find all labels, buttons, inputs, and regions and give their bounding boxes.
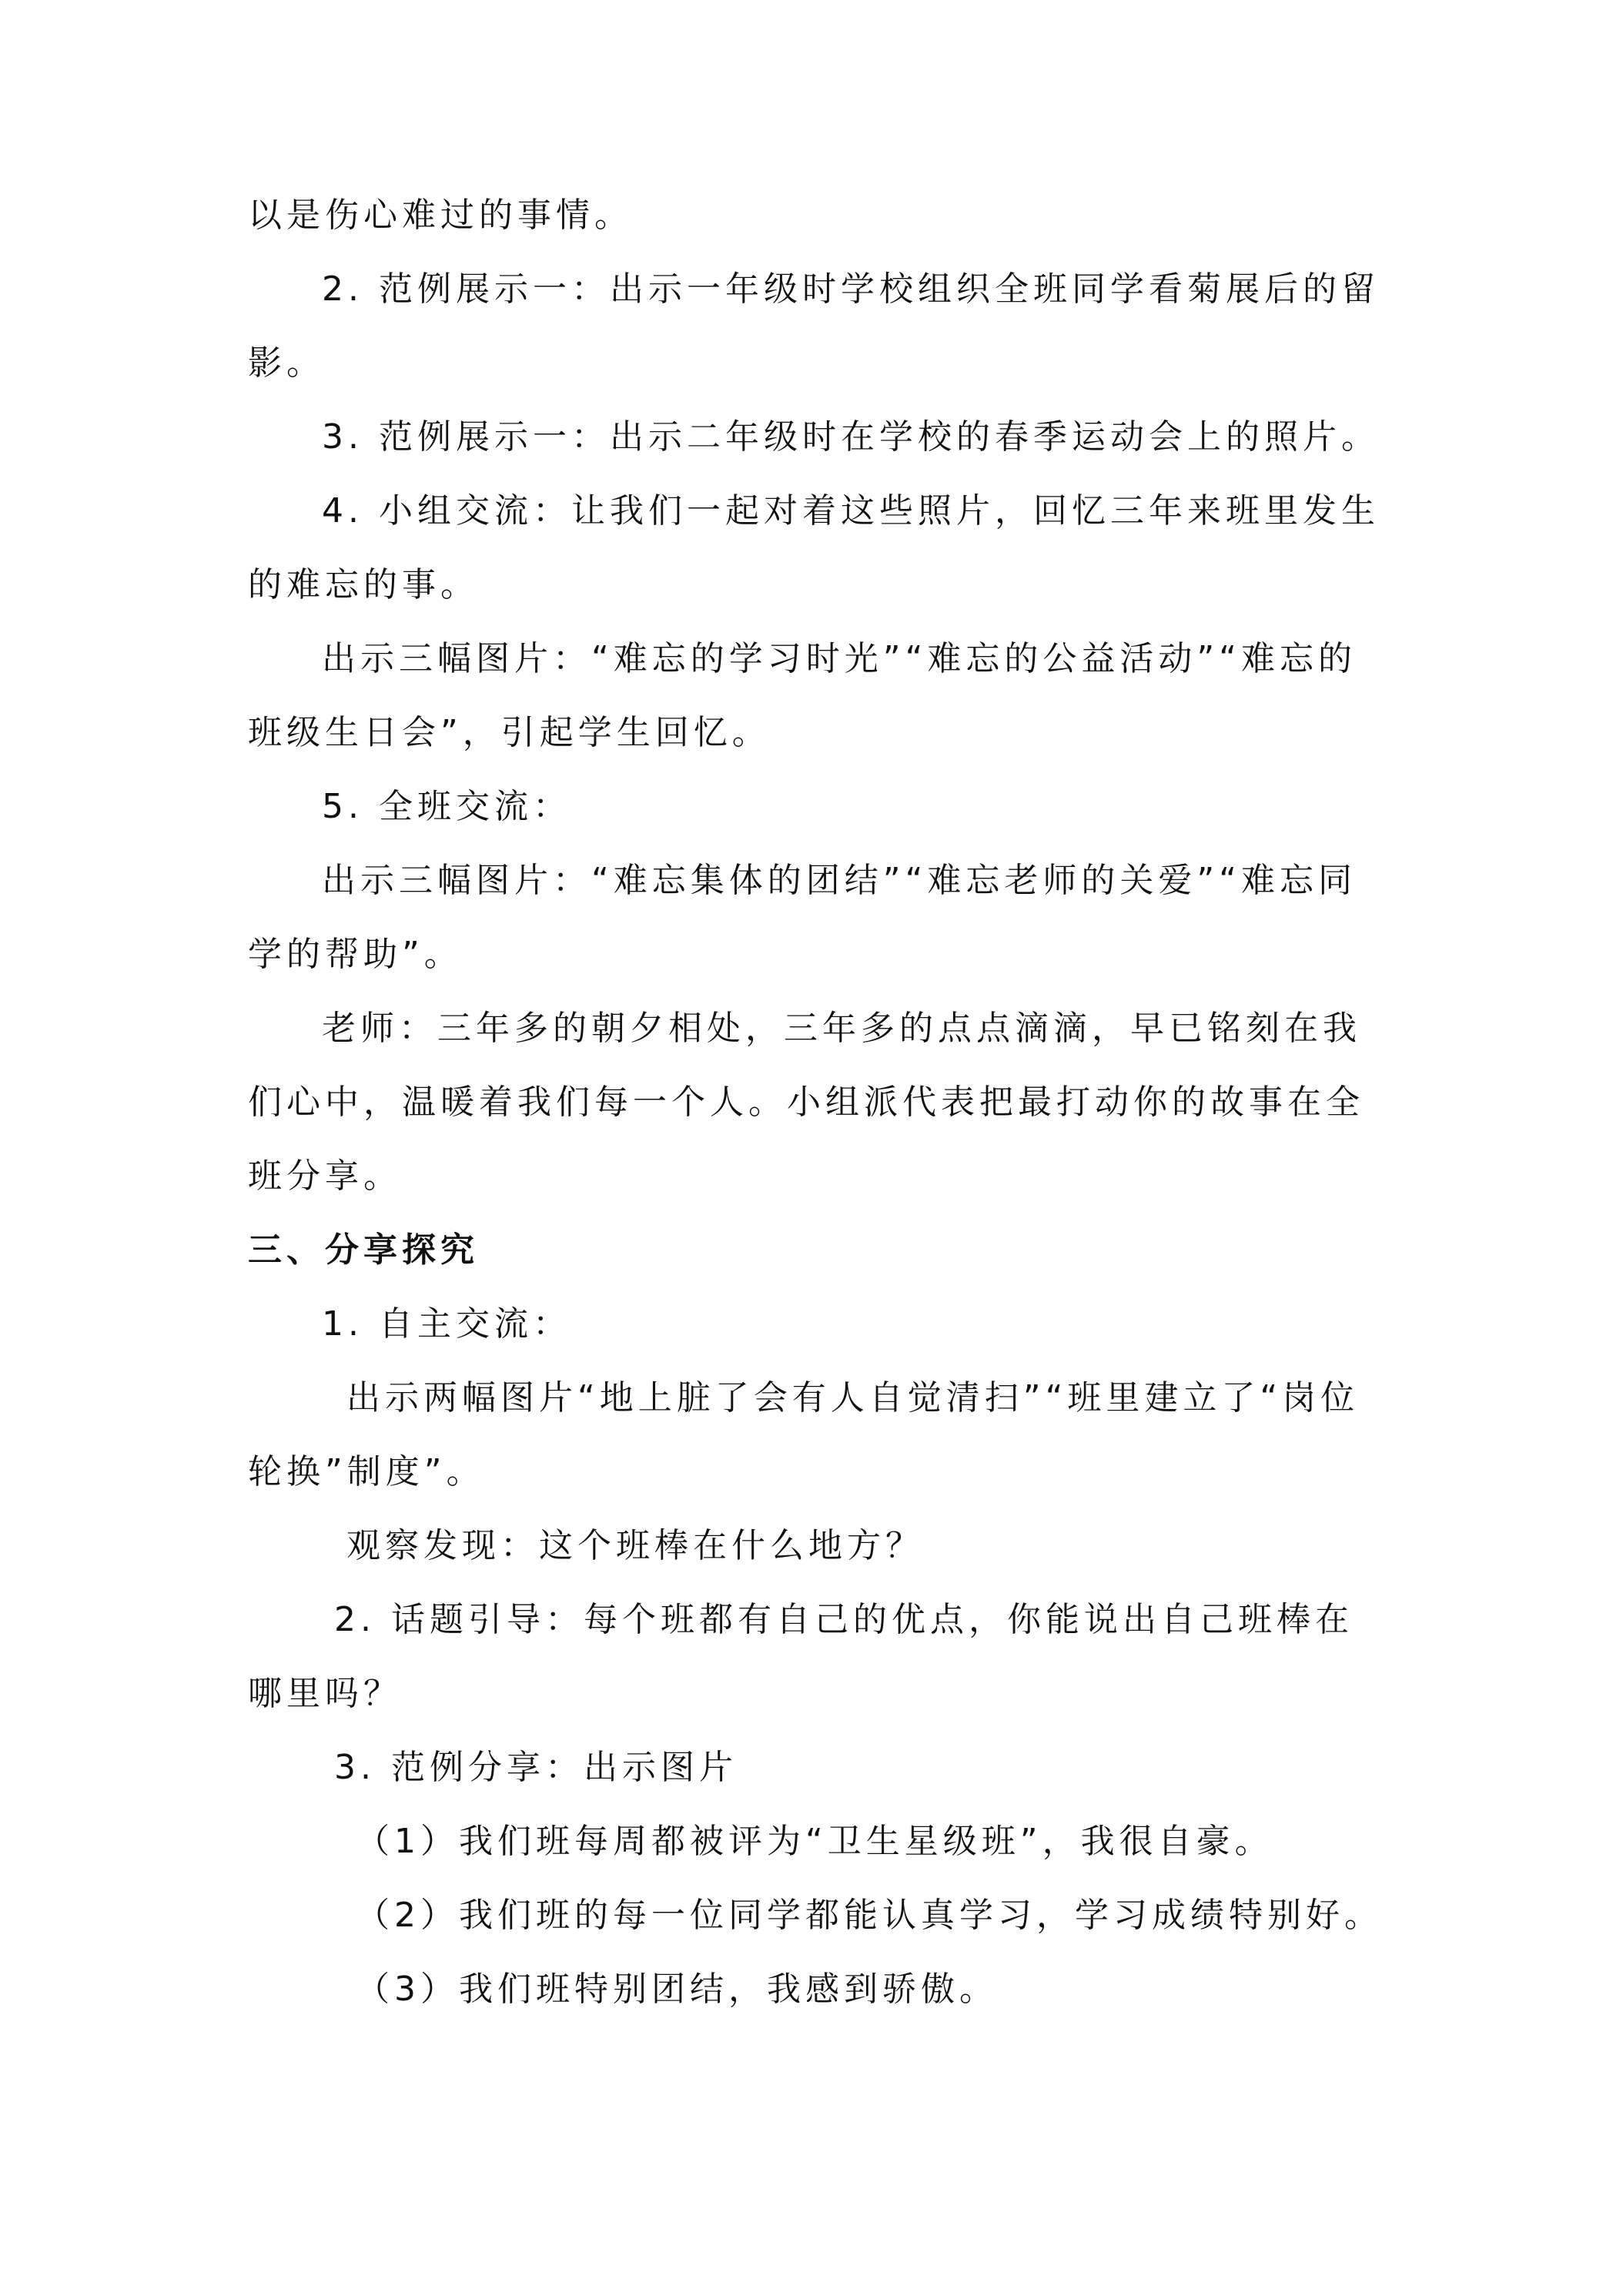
paragraph-example-2: 3. 范例展示一：出示二年级时在学校的春季运动会上的照片。 — [322, 417, 1380, 457]
paragraph-class-discussion: 5. 全班交流： — [322, 787, 571, 826]
paragraph-observation: 观察发现：这个班棒在什么地方？ — [346, 1526, 924, 1565]
list-item: （3）我们班特别团结，我感到骄傲。 — [356, 1970, 998, 2009]
document-body — [248, 179, 1387, 2027]
paragraph-show-pictures-1: 出示三幅图片：“难忘的学习时光”“难忘的公益活动”“难忘的班级生日会”，引起学生回忆。 — [248, 639, 1357, 752]
paragraph-self-discussion: 1. 自主交流： — [322, 1304, 571, 1344]
paragraph-show-two-pictures: 出示两幅图片“地上脏了会有人自觉清扫”“班里建立了“岗位轮换”制度”。 — [248, 1378, 1360, 1491]
paragraph-example-1: 2. 范例展示一：出示一年级时学校组织全班同学看菊展后的留影。 — [248, 269, 1380, 383]
paragraph-group-discussion: 4. 小组交流：让我们一起对着这些照片，回忆三年来班里发生的难忘的事。 — [248, 491, 1380, 604]
paragraph-example-share: 3. 范例分享：出示图片 — [334, 1748, 738, 1787]
list-item: （1）我们班每周都被评为“卫生星级班”，我很自豪。 — [356, 1822, 1273, 1861]
section-heading: 三、分享探究 — [248, 1230, 479, 1270]
list-item: （2）我们班的每一位同学都能认真学习，学习成绩特别好。 — [356, 1896, 1383, 1935]
paragraph-show-pictures-2: 出示三幅图片：“难忘集体的团结”“难忘老师的关爱”“难忘同学的帮助”。 — [248, 861, 1357, 974]
paragraph-teacher-speech: 老师：三年多的朝夕相处，三年多的点点滴滴，早已铭刻在我们心中，温暖着我们每一个人。小组派代表把最打动你的故事在全班分享。 — [248, 1009, 1364, 1196]
paragraph-topic-guide: 2. 话题引导：每个班都有自己的优点，你能说出自己班棒在哪里吗？ — [248, 1600, 1354, 1713]
paragraph-continuation: 以是伤心难过的事情。 — [248, 196, 633, 235]
